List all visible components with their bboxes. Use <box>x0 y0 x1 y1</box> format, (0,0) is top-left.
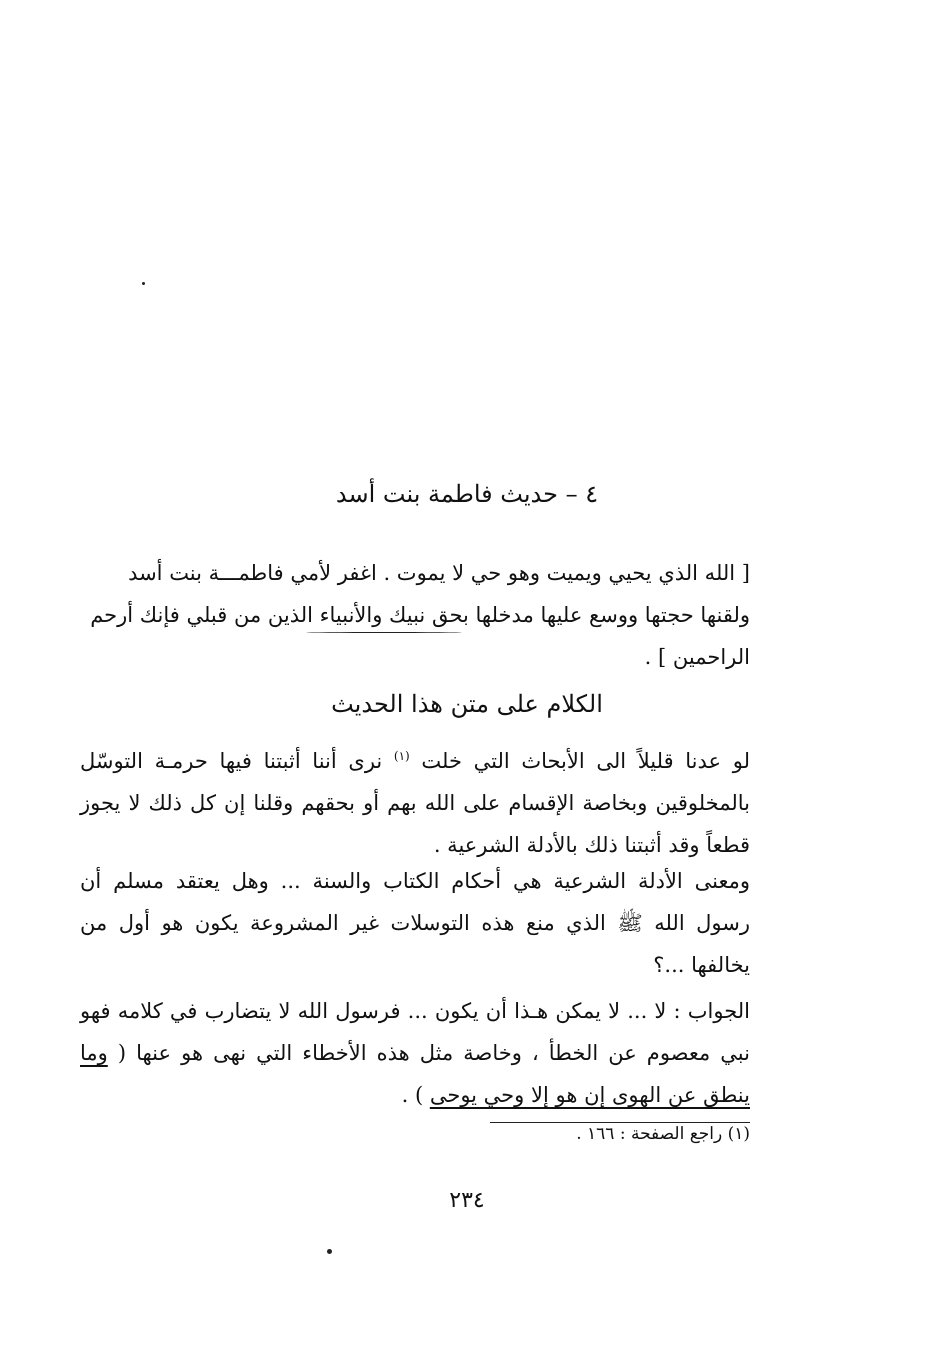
paragraph-3-text: الجواب : لا ... لا يمكن هـذا أن يكون ... فرسول الله لا يتضارب في كلامه فهو نبي معصوم عن الخطأ ، وخاصة مثل هذه الأخطاء التي نهى هو عنها ( <box>80 999 750 1065</box>
paragraph-1-end: نرى أننا أثبتنا فيها حرمـة التوسّل بالمخلوقين وبخاصة الإقسام على الله بهم أو بحقهم وقلنا إن كل ذلك لا يجوز قطعاً وقد أثبتنا ذلك بالأدلة الشرعية . <box>80 749 750 857</box>
quote-line-1: [ الله الذي يحيي ويميت وهو حي لا يموت . اغفر لأمي فاطمـــة بنت أسد <box>128 561 750 585</box>
quote-line-3: الراحمين ] . <box>644 645 750 669</box>
hand-underline <box>306 632 462 633</box>
paragraph-3-closing: ) . <box>401 1083 424 1107</box>
page-number: ٢٣٤ <box>449 1188 485 1213</box>
subheading: الكلام على متن هذا الحديث <box>331 690 603 718</box>
footnote-ref: (١) <box>393 749 410 763</box>
paragraph-3 <box>80 990 750 1116</box>
section-title: ٤ – حديث فاطمة بنت أسد <box>335 480 599 508</box>
hadith-quote <box>80 552 750 678</box>
scan-speck <box>142 282 145 285</box>
scan-speck <box>327 1249 332 1254</box>
quote-line-2: ولقنها حجتها ووسع عليها مدخلها بحق نبيك والأنبياء الذين من قبلي فإنك أرحم <box>90 603 750 627</box>
quran-verse: وما ينطق عن الهوى إن هو إلا وحي يوحى <box>80 1041 750 1107</box>
paragraph-1 <box>80 740 750 866</box>
footnote: (١) راجع الصفحة : ١٦٦ . <box>576 1124 750 1144</box>
paragraph-2: ومعنى الأدلة الشرعية هي أحكام الكتاب والسنة ... وهل يعتقد مسلم أن رسول الله ﷺ الذي منع هذه التوسلات غير المشروعة يكون هو أول من يخالفها ...؟ <box>80 869 750 977</box>
paragraph-1-start: لو عدنا قليلاً الى الأبحاث التي خلت <box>421 749 750 773</box>
